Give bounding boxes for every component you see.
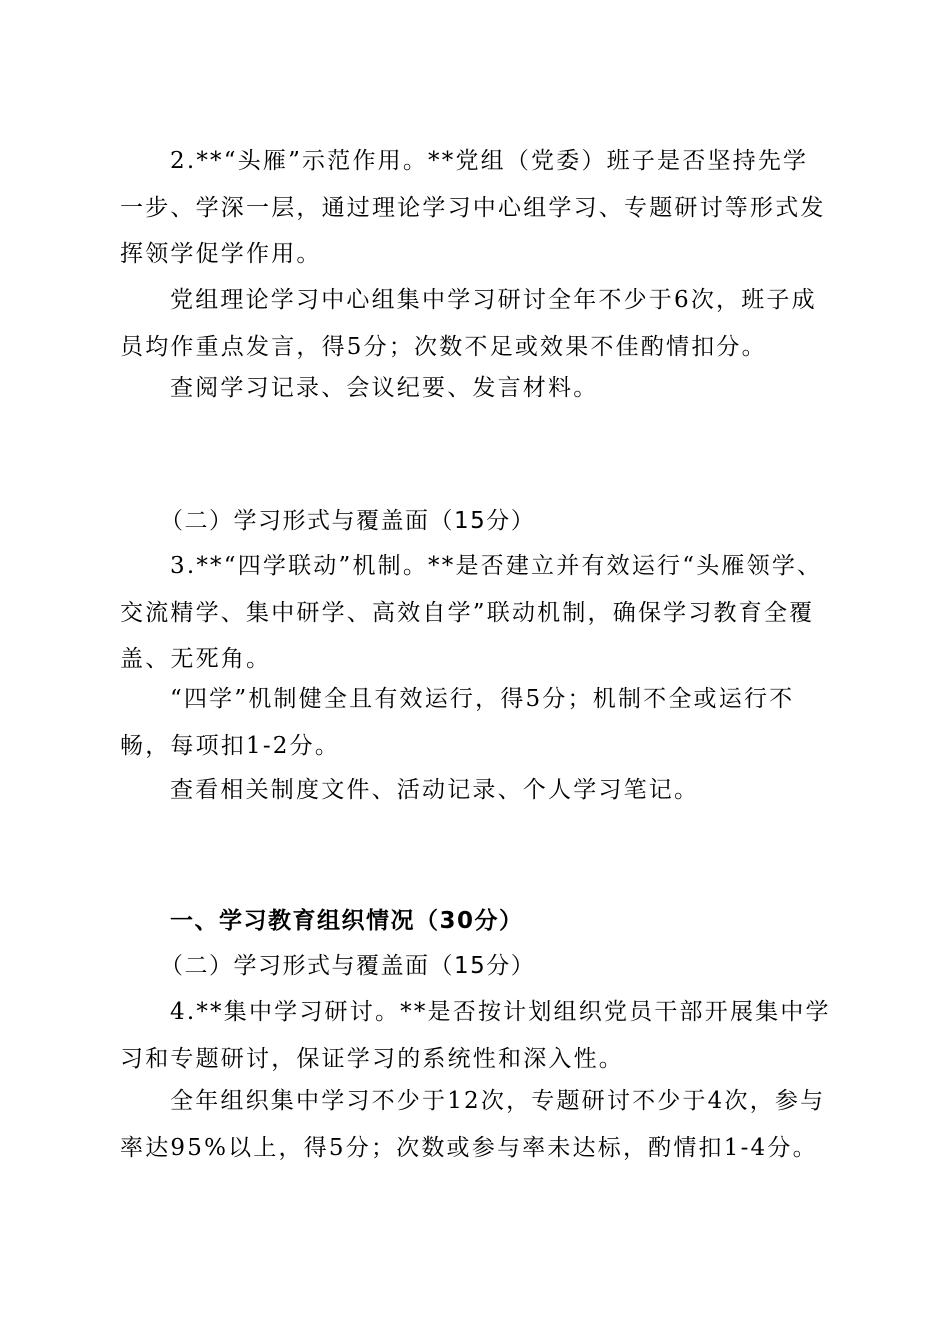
item-2-check-method: 查阅学习记录、会议纪要、发言材料。: [170, 375, 599, 401]
item-3-check-method: 查看相关制度文件、活动记录、个人学习笔记。: [170, 777, 700, 803]
section-subheading-2: （二）学习形式与覆盖面（15分）: [160, 953, 536, 979]
item-3-scoring-standard: “四学”机制健全且有效运行，得5分；机制不全或运行不畅，每项扣1-2分。: [120, 686, 795, 759]
item-4-scoring-standard: 全年组织集中学习不少于12次，专题研讨不少于4次，参与率达95%以上，得5分；次数或参与率未达标，酌情扣1-4分。: [120, 1088, 826, 1161]
section-subheading: （二）学习形式与覆盖面（15分）: [160, 508, 536, 534]
item-3-description: 3.**“四学联动”机制。**是否建立并有效运行“头雁领学、交流精学、集中研学、高效自学”联动机制，确保学习教育全覆盖、无死角。: [120, 553, 823, 672]
item-4-description: 4.**集中学习研讨。**是否按计划组织党员干部开展集中学习和专题研讨，保证学习的系统性和深入性。: [120, 999, 831, 1072]
item-2-scoring-standard: 党组理论学习中心组集中学习研讨全年不少于6次，班子成员均作重点发言，得5分；次数不足或效果不佳酌情扣分。: [120, 287, 817, 360]
item-2-description: 2.**“头雁”示范作用。**党组（党委）班子是否坚持先学一步、学深一层，通过理论学习中心组学习、专题研讨等形式发挥领学促学作用。: [120, 148, 826, 267]
section-main-heading: 一、学习教育组织情况（30分）: [170, 908, 524, 934]
